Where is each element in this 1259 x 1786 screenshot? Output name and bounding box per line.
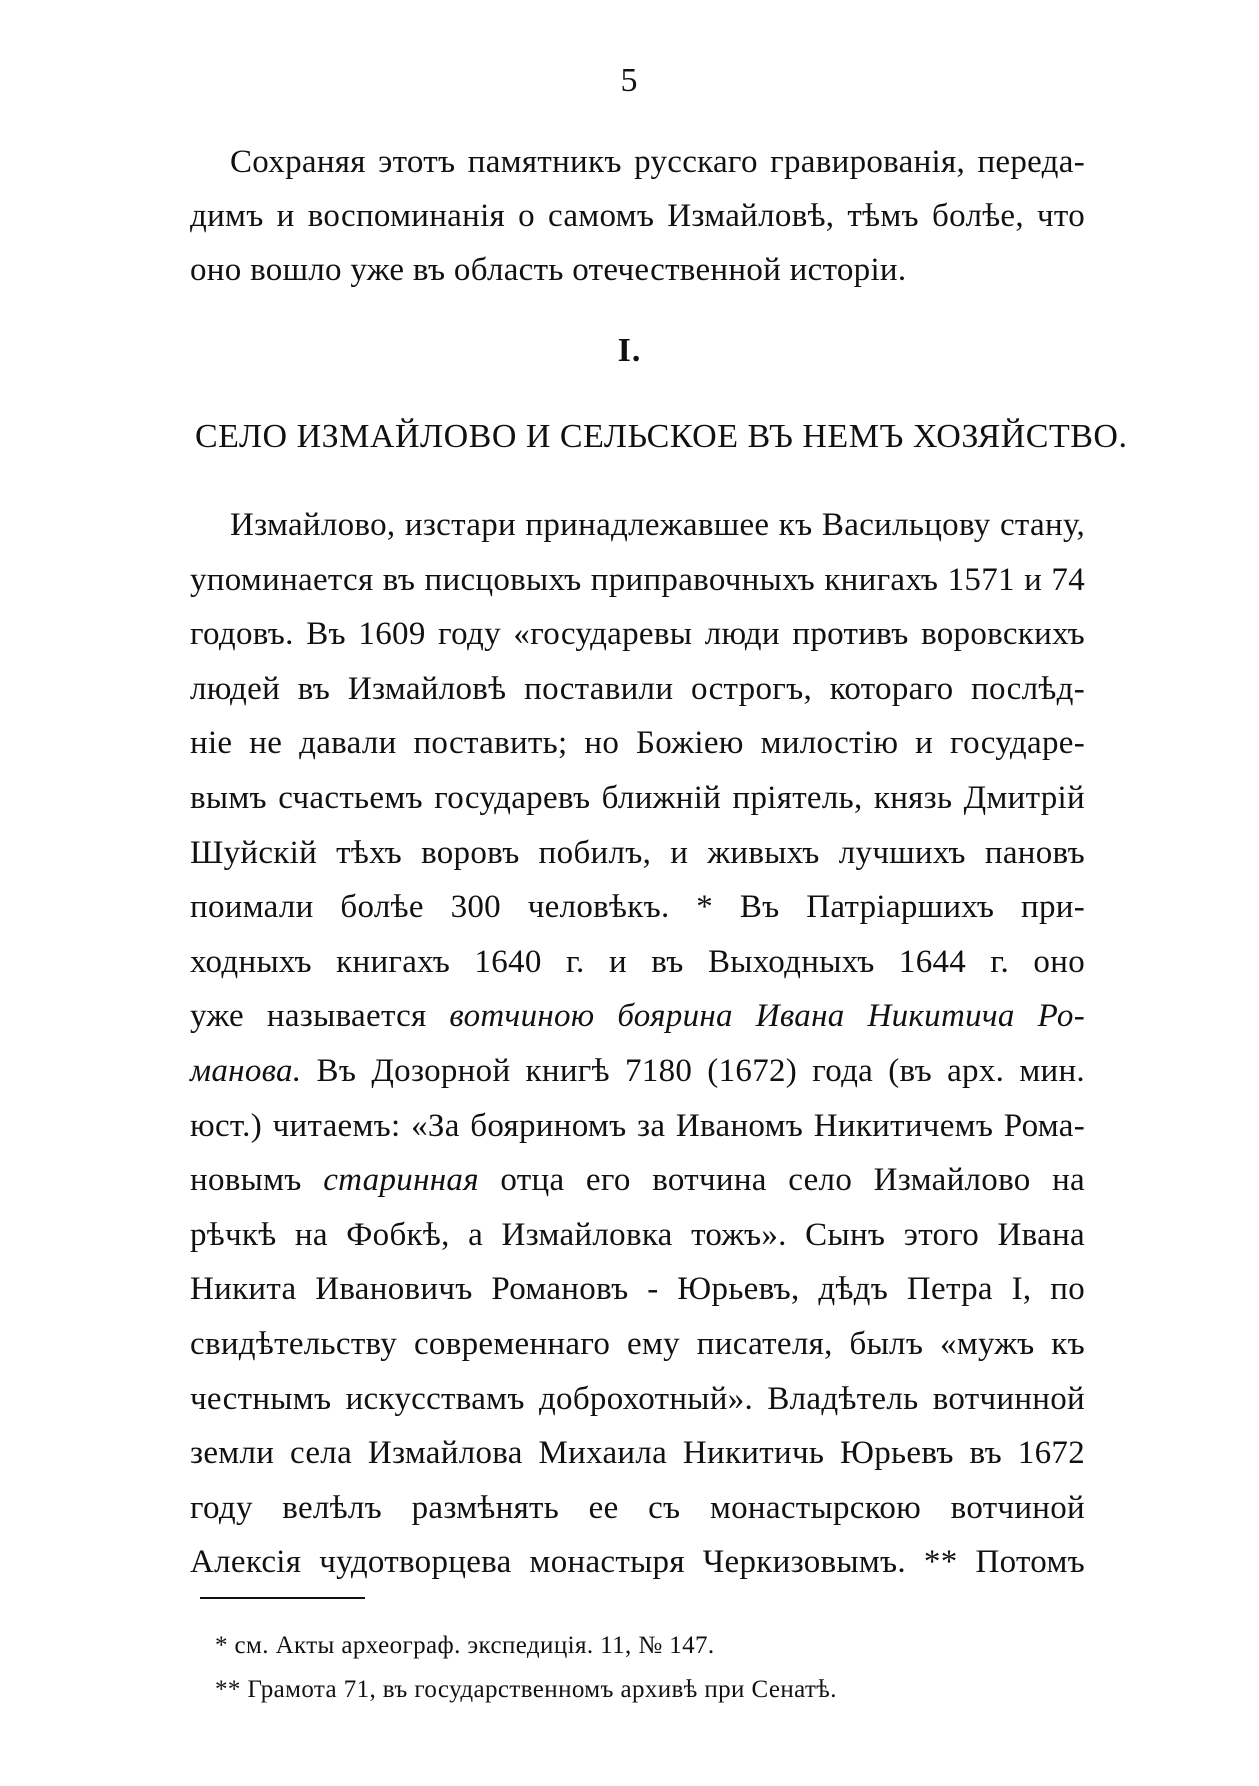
intro-line: Сохраняя этотъ памятникъ русскаго гравированія, переда- [230, 144, 1085, 180]
footnote-divider [200, 1597, 365, 1599]
body-line: Измайлово, изстари принадлежавшее къ Васильцову стану, [230, 507, 1085, 543]
chapter-title: СЕЛО ИЗМАЙЛОВО И СЕЛЬСКОЕ ВЪ НЕМЪ ХОЗЯЙСТВО. [195, 418, 1128, 455]
footnote-1: * см. Акты археограф. экспедиція. 11, № 147. [215, 1632, 715, 1659]
page-number: 5 [620, 62, 639, 99]
intro-line: оно вошло уже въ область отечественной исторіи. [190, 252, 907, 288]
italic-text-run: вотчиною боярина Ивана Никитича Ро- [449, 998, 1085, 1035]
intro-line: димъ и воспоминанія о самомъ Измайловѣ, тѣмъ болѣе, что [190, 198, 1085, 234]
body-line: упоминается въ писцовыхъ приправочныхъ книгахъ 1571 и 74 [190, 561, 1085, 598]
body-line: вымъ счастьемъ государевъ ближній пріятель, князь Дмитрій [190, 779, 1085, 816]
body-line: рѣчкѣ на Фобкѣ, а Измайловка тожъ». Сынъ этого Ивана [190, 1216, 1085, 1253]
body-line: юст.) читаемъ: «За бояриномъ за Иваномъ Никитичемъ Рома- [190, 1107, 1085, 1144]
footnote-2: ** Грамота 71, въ государственномъ архивѣ при Сенатѣ. [215, 1676, 837, 1703]
body-line: Шуйскій тѣхъ воровъ побилъ, и живыхъ лучшихъ пановъ [190, 834, 1085, 871]
body-line: свидѣтельству современнаго ему писателя, былъ «мужъ къ [190, 1325, 1085, 1362]
body-line [190, 989, 1085, 1044]
body-line: людей въ Измайловѣ поставили острогъ, котораго послѣд- [190, 670, 1085, 707]
body-line: поимали болѣе 300 человѣкъ. * Въ Патріаршихъ при- [190, 889, 1085, 926]
body-line [190, 1044, 1085, 1099]
body-paragraph [190, 498, 1085, 1581]
body-line: земли села Измайлова Михаила Никитичь Юрьевъ въ 1672 [190, 1435, 1085, 1472]
intro-paragraph [190, 135, 1085, 297]
body-text-run: отца его вотчина село Измайлово на [478, 1162, 1085, 1199]
body-line [190, 1153, 1085, 1208]
body-line: Алексія чудотворцева монастыря Черкизовымъ. ** Потомъ [190, 1544, 1085, 1581]
body-text-run: новымъ [190, 1162, 324, 1199]
body-line: году велѣлъ размѣнять ее съ монастырскою вотчиной [190, 1489, 1085, 1526]
body-text-run: Въ Дозорной книгѣ 7180 (1672) года (въ арх. мин. [301, 1052, 1085, 1089]
body-line: ніе не давали поставить; но Божіею милостію и государе- [190, 725, 1085, 762]
chapter-number: I. [617, 332, 642, 369]
body-text-run: уже называется [190, 998, 450, 1035]
body-line: годовъ. Въ 1609 году «государевы люди противъ воровскихъ [190, 616, 1085, 653]
body-line: честнымъ искусствамъ доброхотный». Владѣтель вотчинной [190, 1380, 1085, 1417]
body-line: Никита Ивановичъ Романовъ - Юрьевъ, дѣдъ Петра I, по [190, 1271, 1085, 1308]
italic-text-run: манова. [190, 1052, 302, 1089]
body-line: ходныхъ книгахъ 1640 г. и въ Выходныхъ 1644 г. оно [190, 943, 1085, 980]
italic-text-run: старинная [323, 1162, 479, 1199]
